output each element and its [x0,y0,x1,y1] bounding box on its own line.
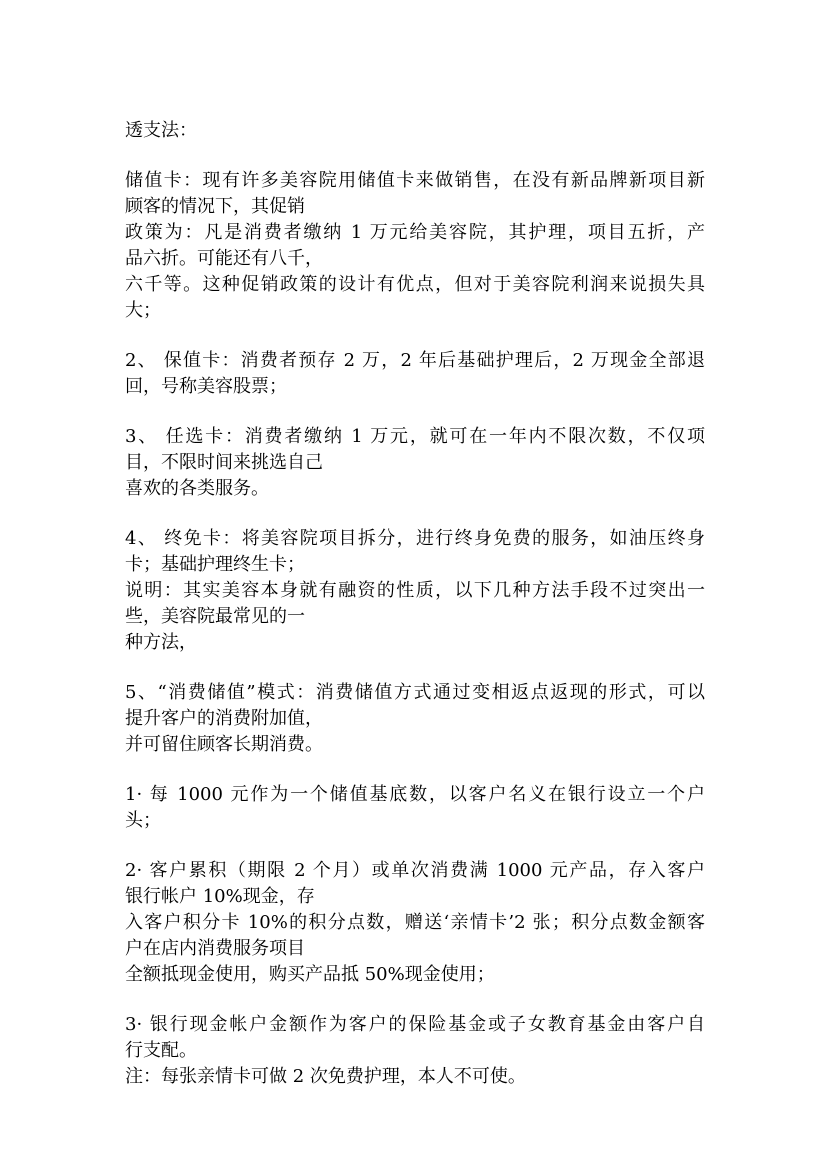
text-line: 户在店内消费服务项目 [125,938,305,959]
step-1-paragraph [125,782,705,834]
text-line: 喜欢的各类服务。 [125,478,269,499]
text-line: 注：每张亲情卡可做 2 次免费护理，本人不可使。 [125,1066,526,1087]
text-line: 并可留住顾客长期消费。 [125,734,323,755]
text-line: 提升客户的消费附加值， [125,708,323,729]
heading-paragraph [125,118,705,144]
stored-value-card-paragraph [125,168,705,324]
optional-card-paragraph [125,424,705,502]
text-line: 全额抵现金使用，购买产品抵 50%现金使用； [125,964,495,985]
text-line: 顾客的情况下，其促销 [125,196,305,217]
text-line: 回，号称美容股票； [125,376,287,397]
text-line: 1· 每 1000 元作为一个储值基底数，以客户名义在银行设立一个户 [125,784,705,805]
lifetime-free-card-paragraph [125,526,705,656]
text-line: 头； [125,810,161,831]
step-3-paragraph [125,1012,705,1090]
text-line: 行支配。 [125,1040,197,1061]
text-line: 3、 任选卡：消费者缴纳 1 万元，就可在一年内不限次数，不仅项 [125,426,705,447]
document-body [125,118,705,1114]
text-line: 目，不限时间来挑选自己 [125,452,323,473]
text-line: 2、 保值卡：消费者预存 2 万，2 年后基础护理后，2 万现金全部退 [125,350,705,371]
text-line: 入客户积分卡 10%的积分点数，赠送‘亲情卡’2 张；积分点数金额客 [125,912,705,933]
text-line: 政策为：凡是消费者缴纳 1 万元给美容院，其护理，项目五折，产 [125,222,705,243]
text-line: 2· 客户累积（期限 2 个月）或单次消费满 1000 元产品，存入客户 [125,860,705,881]
text-line: 六千等。这种促销政策的设计有优点，但对于美容院利润来说损失具 [125,274,705,295]
text-line: 品六折。可能还有八千， [125,248,323,269]
text-line: 4、 终免卡：将美容院项目拆分，进行终身免费的服务，如油压终身 [125,528,705,549]
consumption-stored-value-paragraph [125,680,705,758]
text-line: 储值卡：现有许多美容院用储值卡来做销售，在没有新品牌新项目新 [125,170,705,191]
text-line: 透支法： [125,120,197,141]
text-line: 说明：其实美容本身就有融资的性质，以下几种方法手段不过突出一 [125,580,705,601]
text-line: 些，美容院最常见的一 [125,606,305,627]
text-line: 种方法， [125,632,197,653]
value-preserving-card-paragraph [125,348,705,400]
text-line: 3· 银行现金帐户金额作为客户的保险基金或子女教育基金由客户自 [125,1014,705,1035]
step-2-paragraph [125,858,705,988]
text-line: 银行帐户 10%现金，存 [125,886,315,907]
text-line: 大； [125,300,161,321]
text-line: 5、“消费储值”模式：消费储值方式通过变相返点返现的形式，可以 [125,682,705,703]
text-line: 卡；基础护理终生卡； [125,554,305,575]
